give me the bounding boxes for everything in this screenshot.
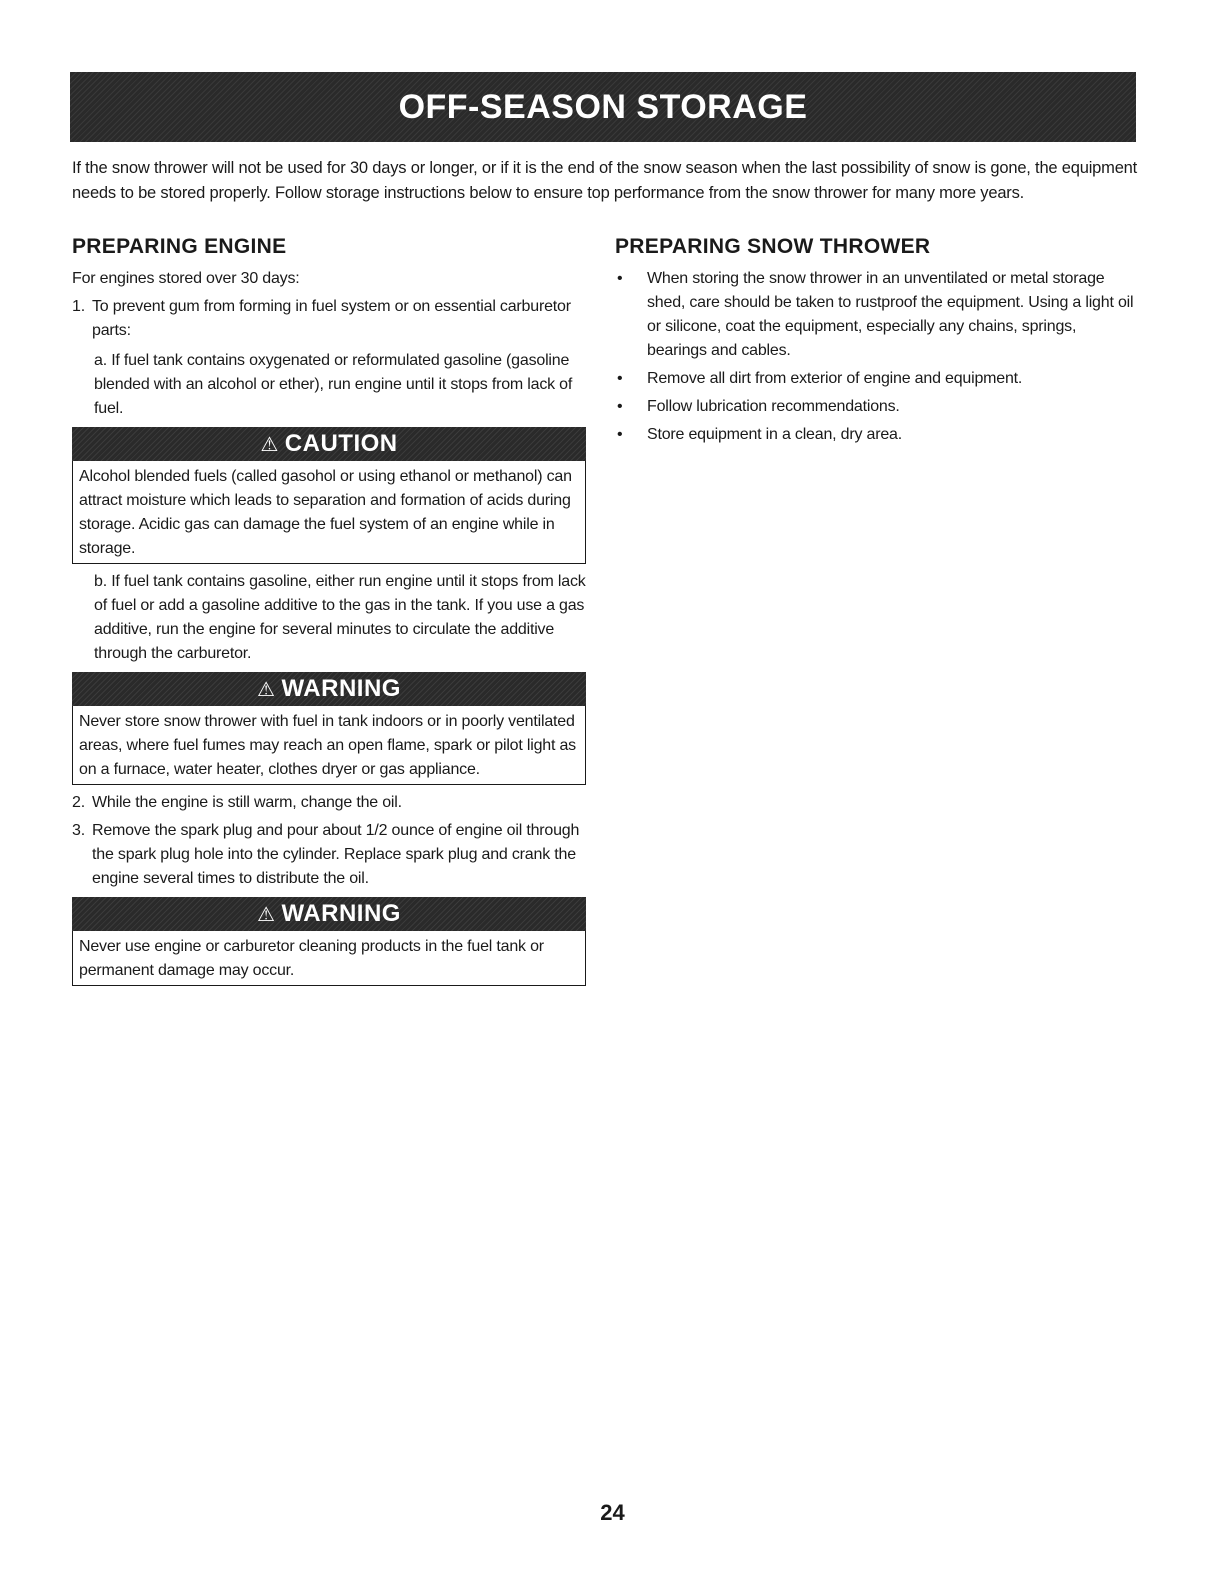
preparing-engine-section xyxy=(72,235,592,992)
step-number: 3. xyxy=(72,822,85,839)
step-text: To prevent gum from forming in fuel system or on essential carburetor parts: xyxy=(92,298,571,339)
caution-text: Alcohol blended fuels (called gasohol or using ethanol or methanol) can attract moisture which leads to separation and formation of acids during storage. Acidic gas can damage the fuel system of an engine while in storage. xyxy=(72,461,586,564)
engine-lead: For engines stored over 30 days: xyxy=(72,270,300,287)
step-3 xyxy=(72,819,592,891)
caution-header xyxy=(72,427,586,461)
snow-thrower-list xyxy=(615,267,1135,447)
section-heading-snow-thrower: PREPARING SNOW THROWER xyxy=(615,235,931,258)
page-title: OFF-SEASON STORAGE xyxy=(398,87,808,126)
warning-box-fuel-storage xyxy=(72,672,586,785)
warning-header xyxy=(72,897,586,931)
bullet-icon: • xyxy=(617,270,623,287)
title-banner xyxy=(70,72,1136,142)
section-heading-engine: PREPARING ENGINE xyxy=(72,235,287,258)
caution-box xyxy=(72,427,586,564)
warning-text: Never use engine or carburetor cleaning products in the fuel tank or permanent damage may occur. xyxy=(72,931,586,986)
page-number: 24 xyxy=(600,1500,625,1525)
warning-title: WARNING xyxy=(281,675,401,702)
step-1 xyxy=(72,295,592,343)
intro-paragraph: If the snow thrower will not be used for 30 days or longer, or if it is the end of the snow season when the last possibility of snow is gone, the equipment needs to be stored properly. Follow storage instructions below to ensure top performance from the snow thrower for many more years. xyxy=(72,159,1138,202)
step-text: Remove the spark plug and pour about 1/2 ounce of engine oil through the spark plug hole into the cylinder. Replace spark plug and crank the engine several times to distribute the oil. xyxy=(92,822,580,887)
list-item: • Remove all dirt from exterior of engine and equipment. xyxy=(615,367,1135,391)
preparing-snow-thrower-section xyxy=(615,235,1135,451)
step-1a: a. If fuel tank contains oxygenated or reformulated gasoline (gasoline blended with an alcohol or ether), run engine until it stops from lack of fuel. xyxy=(94,352,573,417)
list-item: • When storing the snow thrower in an unventilated or metal storage shed, care should be taken to rustproof the equipment. Using a light oil or silicone, coat the equipment, especially any chains, springs, bearings and cables. xyxy=(615,267,1135,363)
list-item: • Store equipment in a clean, dry area. xyxy=(615,423,1135,447)
bullet-icon: • xyxy=(617,426,623,443)
warning-triangle-icon: ⚠ xyxy=(260,434,279,456)
bullet-icon: • xyxy=(617,398,623,415)
warning-triangle-icon: ⚠ xyxy=(257,679,276,701)
list-item: • Follow lubrication recommendations. xyxy=(615,395,1135,419)
caution-title: CAUTION xyxy=(284,430,398,457)
warning-box-cleaning-products xyxy=(72,897,586,986)
warning-title: WARNING xyxy=(281,900,401,927)
step-2 xyxy=(72,791,592,815)
warning-triangle-icon: ⚠ xyxy=(257,904,276,926)
warning-text: Never store snow thrower with fuel in tank indoors or in poorly ventilated areas, where fuel fumes may reach an open flame, spark or pilot light as on a furnace, water heater, clothes dryer or gas appliance. xyxy=(72,706,586,785)
bullet-icon: • xyxy=(617,370,623,387)
step-number: 1. xyxy=(72,298,85,315)
step-number: 2. xyxy=(72,794,85,811)
step-1b: b. If fuel tank contains gasoline, either run engine until it stops from lack of fuel or add a gasoline additive to the gas in the tank. If you use a gas additive, run the engine for several minutes to circulate the additive through the carburetor. xyxy=(94,573,586,662)
step-text: While the engine is still warm, change the oil. xyxy=(92,794,402,811)
warning-header xyxy=(72,672,586,706)
